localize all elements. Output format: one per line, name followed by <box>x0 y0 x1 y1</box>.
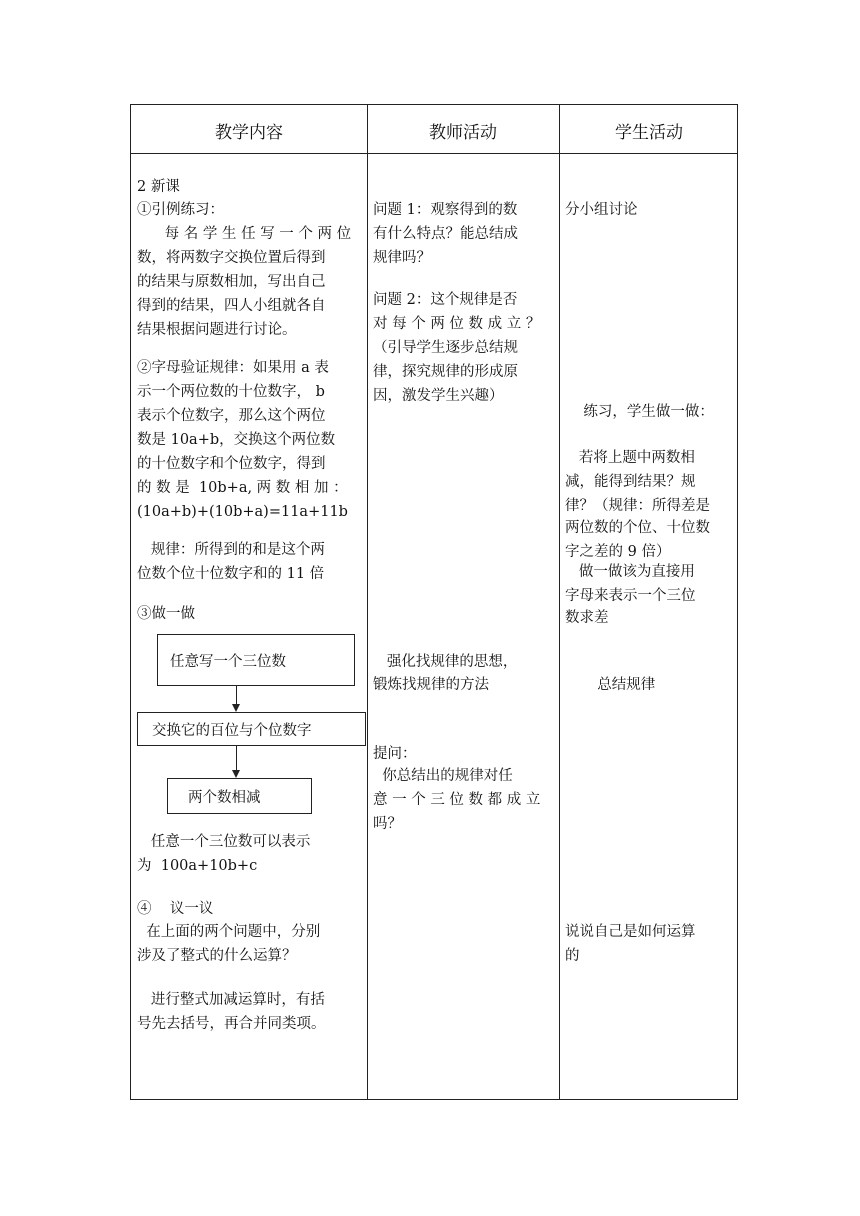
content-line: 号先去括号，再合并同类项。 <box>137 1016 326 1032</box>
teacher-line: 吗？ <box>373 816 402 832</box>
teacher-line: （引导学生逐步总结规 <box>373 340 518 356</box>
flow-box-subtract: 两个数相减 <box>167 778 312 814</box>
content-line: ①引例练习： <box>137 202 224 218</box>
student-line: 说说自己是如何运算 <box>565 924 696 940</box>
student-line: 字母来表示一个三位 <box>565 588 696 604</box>
content-line: 规律：所得到的和是这个两 <box>137 542 325 558</box>
student-line: 字之差的 9 倍） <box>565 544 671 560</box>
header-teaching-content: 教学内容 <box>215 122 283 143</box>
header-teacher-activity: 教师活动 <box>429 122 497 143</box>
content-line: 示一个两位数的十位数字， b <box>137 384 325 400</box>
content-line: ③做一做 <box>137 606 195 622</box>
content-line: 的 数 是 10b+a, 两 数 相 加 ： <box>137 480 348 496</box>
teacher-line: 问题 1：观察得到的数 <box>373 202 518 218</box>
column-divider <box>559 105 560 1099</box>
student-line: 律？（规律：所得差是 <box>565 498 710 514</box>
teacher-line: 规律吗？ <box>373 250 431 266</box>
content-line: 2 新课 <box>137 179 180 195</box>
column-divider <box>367 105 368 1099</box>
flow-arrow-head <box>232 704 240 712</box>
content-line: 为 100a+10b+c <box>137 858 258 874</box>
content-line: 每 名 学 生 任 写 一 个 两 位 <box>137 226 352 242</box>
teacher-line: 对 每 个 两 位 数 成 立 ？ <box>373 316 541 332</box>
content-line: 表示个位数字，那么这个两位 <box>137 408 326 424</box>
header-student-activity: 学生活动 <box>615 122 683 143</box>
student-line: 练习，学生做一做： <box>565 404 714 420</box>
flow-arrow-head <box>232 770 240 778</box>
teacher-line: 锻炼找规律的方法 <box>373 677 489 693</box>
teacher-line: 有什么特点？能总结成 <box>373 226 518 242</box>
content-line: ②字母验证规律：如果用 a 表 <box>137 360 329 376</box>
content-line: 数是 10a+b，交换这个两位数 <box>137 432 336 448</box>
content-line: 得到的结果，四人小组就各自 <box>137 298 326 314</box>
student-line: 数求差 <box>565 610 609 626</box>
teacher-line: 律，探究规律的形成原 <box>373 364 518 380</box>
content-line: 在上面的两个问题中，分别 <box>137 924 321 940</box>
content-line: 位数个位十位数字和的 11 倍 <box>137 566 325 582</box>
student-line: 减，能得到结果？规 <box>565 474 696 490</box>
teacher-line: 强化找规律的思想， <box>373 654 518 670</box>
content-line: 结果根据问题进行讨论。 <box>137 322 297 338</box>
teacher-line: 意 一 个 三 位 数 都 成 立 <box>373 792 541 808</box>
student-line: 若将上题中两数相 <box>565 450 695 466</box>
flow-arrow <box>236 746 237 770</box>
teacher-line: 提问： <box>373 746 417 762</box>
teacher-line: 问题 2：这个规律是否 <box>373 292 518 308</box>
content-line: ④ 议一议 <box>137 901 214 917</box>
flow-box-swap-digits: 交换它的百位与个位数字 <box>137 712 366 746</box>
content-line: 任意一个三位数可以表示 <box>137 834 311 850</box>
flow-box-write-number: 任意写一个三位数 <box>157 634 355 686</box>
content-line: 的十位数字和个位数字，得到 <box>137 456 326 472</box>
teacher-line: 你总结出的规律对任 <box>373 768 513 784</box>
content-line: 进行整式加减运算时，有括 <box>137 992 325 1008</box>
content-line: (10a+b)+(10b+a)=11a+11b <box>137 504 348 520</box>
student-line: 做一做该为直接用 <box>565 564 695 580</box>
student-line: 分小组讨论 <box>565 202 638 218</box>
student-line: 总结规律 <box>565 677 656 693</box>
content-line: 涉及了整式的什么运算？ <box>137 948 297 964</box>
content-line: 数，将两数字交换位置后得到 <box>137 250 326 266</box>
flow-arrow <box>236 686 237 706</box>
teacher-line: 因，激发学生兴趣） <box>373 388 504 404</box>
student-line: 两位数的个位、十位数 <box>565 520 710 536</box>
content-line: 的结果与原数相加，写出自己 <box>137 274 326 290</box>
student-line: 的 <box>565 948 580 964</box>
